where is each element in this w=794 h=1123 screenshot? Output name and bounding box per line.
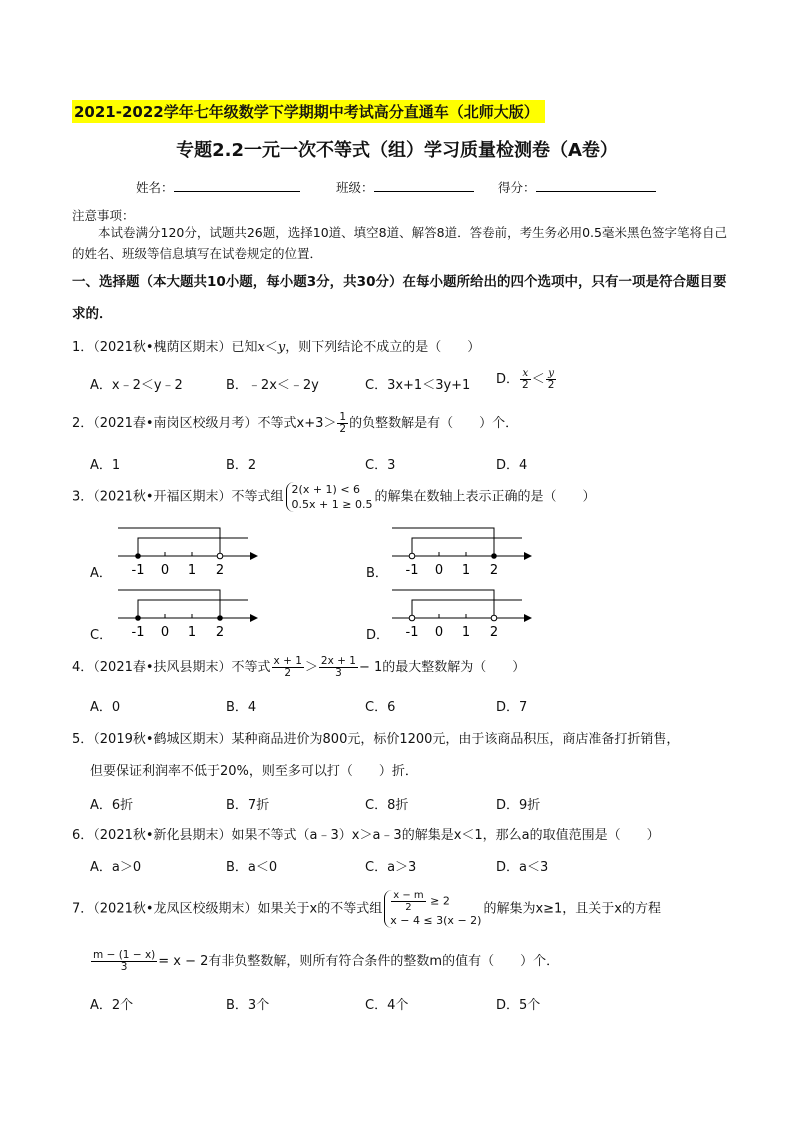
notice-text: 本试卷满分120分，试题共26题，选择10道、填空8道、解答8道．答卷前，考生务必用0.5毫米黑色签字笔将自己的姓名、班级等信息填写在试卷规定的位置．	[72, 225, 727, 261]
q7-eq-frac: $\frac{m - (1 - x)}{3}$	[93, 949, 156, 973]
q4-gt: ＞	[304, 660, 318, 675]
q3-stem-end: 的解集在数轴上表示正确的是（ ）	[374, 489, 596, 505]
q4-frac-1: $\frac{x + 1}{2}$	[273, 655, 302, 679]
q3-numberline-a[interactable]	[110, 524, 260, 580]
header-banner: 2021-2022学年七年级数学下学期期中考试高分直通车（北师大版）	[72, 100, 545, 123]
q3-option-d-label[interactable]: D．	[366, 628, 390, 643]
q2-stem-end: 的负整数解是有（ ）个．	[349, 416, 519, 431]
q2-expr: x+3＞	[296, 416, 337, 431]
svg-text:1: 1	[461, 625, 471, 640]
q2-frac: $\frac{1}{2}$	[339, 411, 347, 435]
q5-option-d[interactable]: D．9折	[496, 798, 541, 813]
q4-stem-end: 的最大整数解为（ ）	[382, 660, 526, 675]
svg-text:0: 0	[434, 563, 444, 578]
question-6: 6．（2021秋•新化县期末）如果不等式（a﹣3）x＞a﹣3的解集是x＜1，那么a的取值范围是（ ）	[72, 828, 660, 843]
svg-text:2: 2	[489, 563, 499, 578]
score-field	[498, 178, 656, 196]
q7-option-a[interactable]: A．2个	[90, 998, 134, 1013]
q4-option-a[interactable]: A．0	[90, 700, 121, 715]
q6-option-c[interactable]: C．a＞3	[365, 860, 417, 875]
q3-numberline-c[interactable]	[110, 586, 260, 642]
svg-text:-1: -1	[405, 563, 419, 578]
question-7-line-1	[72, 890, 661, 928]
q7-eq-rest: = x − 2	[158, 954, 209, 969]
q4-option-b[interactable]: B．4	[226, 700, 257, 715]
svg-text:0: 0	[160, 625, 170, 640]
q1-lt: ＜	[264, 340, 278, 355]
q3-numberline-b[interactable]	[384, 524, 534, 580]
q3-option-c-label[interactable]: C．	[90, 628, 113, 643]
q3-numberline-d[interactable]	[384, 586, 534, 642]
q1-d-label: D．	[496, 372, 520, 387]
q4-stem: 4．（2021春•扶风县期末）不等式	[72, 660, 271, 675]
q7-line2-text: 有非负整数解，则所有符合条件的整数m的值有（ ）个．	[208, 954, 560, 969]
q2-option-b[interactable]: B．2	[226, 458, 257, 473]
q7-option-d[interactable]: D．5个	[496, 998, 541, 1013]
q1-stem-end: ，则下列结论不成立的是（ ）	[285, 340, 481, 355]
q5-option-c[interactable]: C．8折	[365, 798, 409, 813]
q7-stem-end: 的解集为x≥1，且关于x的方程	[483, 901, 662, 917]
q1-option-c[interactable]: C．3x+1＜3y+1	[365, 378, 471, 393]
q1-var-x: x	[257, 340, 265, 355]
svg-text:0: 0	[160, 563, 170, 578]
class-field	[336, 178, 474, 196]
question-5-line-2: 但要保证利润率不低于20%，则至多可以打（ ）折．	[90, 764, 418, 779]
q3-stem: 3．（2021秋•开福区期末）不等式组	[72, 489, 284, 505]
q7-option-b[interactable]: B．3个	[226, 998, 270, 1013]
notice-heading: 注意事项：	[72, 208, 135, 223]
score-label: 得分：	[498, 180, 536, 195]
name-label: 姓名：	[136, 180, 174, 195]
q1-d-frac-2: $\frac{y}{2}$	[547, 367, 555, 391]
svg-text:2: 2	[489, 625, 499, 640]
svg-text:-1: -1	[131, 563, 145, 578]
q6-option-d[interactable]: D．a＜3	[496, 860, 549, 875]
question-5-line-1: 5．（2019秋•鹤城区期末）某种商品进价为800元，标价1200元，由于该商品积压，商店准备打折销售，	[72, 732, 680, 747]
q2-option-d[interactable]: D．4	[496, 458, 528, 473]
q1-option-d[interactable]	[496, 368, 557, 391]
score-blank[interactable]	[536, 179, 656, 192]
q4-minus: − 1	[358, 660, 383, 675]
q6-option-a[interactable]: A．a＞0	[90, 860, 142, 875]
svg-text:2: 2	[215, 563, 225, 578]
svg-text:0: 0	[434, 625, 444, 640]
question-3	[72, 482, 595, 512]
q3-option-a-label[interactable]: A．	[90, 566, 112, 581]
q7-option-c[interactable]: C．4个	[365, 998, 409, 1013]
q1-var-y: y	[277, 340, 286, 355]
name-blank[interactable]	[174, 179, 300, 192]
q1-d-frac-1: $\frac{x}{2}$	[522, 367, 529, 391]
question-7-line-2	[90, 950, 559, 973]
q4-option-d[interactable]: D．7	[496, 700, 528, 715]
q1-stem: 1．（2021秋•槐荫区期末）已知	[72, 340, 258, 355]
question-2	[72, 412, 518, 435]
q7-stem: 7．（2021秋•龙凤区校级期末）如果关于x的不等式组	[72, 901, 383, 917]
q4-option-c[interactable]: C．6	[365, 700, 396, 715]
svg-text:-1: -1	[405, 625, 419, 640]
page-title: 专题2.2一元一次不等式（组）学习质量检测卷（A卷）	[176, 140, 618, 161]
q3-option-b-label[interactable]: B．	[366, 566, 388, 581]
svg-text:1: 1	[461, 563, 471, 578]
q1-d-lt: ＜	[531, 372, 545, 387]
q5-option-b[interactable]: B．7折	[226, 798, 270, 813]
q3-system: 2(x + 1) < 6 0.5x + 1 ≥ 0.5	[286, 482, 373, 512]
svg-text:1: 1	[187, 625, 197, 640]
section-heading: 一、选择题（本大题共10小题，每小题3分，共30分）在每小题所给出的四个选项中，只有一项是符合题目要求的．	[72, 274, 727, 322]
q2-stem: 2．（2021春•南岗区校级月考）不等式	[72, 416, 297, 431]
q7-system: $\frac{x - m}{2}$ ≥ 2 x − 4 ≤ 3(x − 2)	[384, 890, 481, 928]
svg-text:-1: -1	[131, 625, 145, 640]
q5-option-a[interactable]: A．6折	[90, 798, 134, 813]
svg-text:2: 2	[215, 625, 225, 640]
class-label: 班级：	[336, 180, 374, 195]
class-blank[interactable]	[374, 179, 474, 192]
q6-option-b[interactable]: B．a＜0	[226, 860, 278, 875]
question-4	[72, 656, 525, 679]
svg-text:1: 1	[187, 563, 197, 578]
q1-option-a[interactable]: A．x﹣2＜y﹣2	[90, 378, 183, 393]
name-field	[136, 178, 300, 196]
q1-option-b[interactable]: B．﹣2x＜﹣2y	[226, 378, 319, 393]
q2-option-c[interactable]: C．3	[365, 458, 396, 473]
q2-option-a[interactable]: A．1	[90, 458, 121, 473]
q4-frac-2: $\frac{2x + 1}{3}$	[320, 655, 356, 679]
question-1	[72, 336, 480, 355]
